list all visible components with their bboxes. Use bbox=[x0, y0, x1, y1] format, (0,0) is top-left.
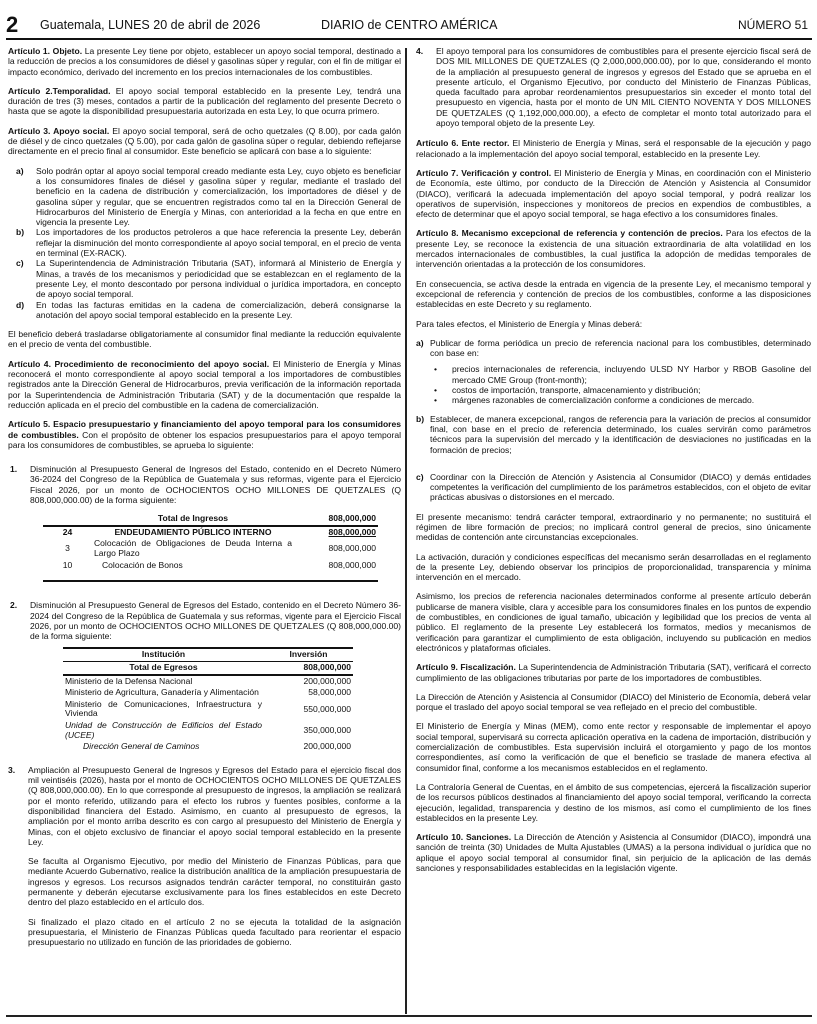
bullet-item: • costos de importación, transporte, almacenamiento y distribución; bbox=[416, 385, 811, 395]
list-item: b) Los importadores de los productos petroleros a que hace referencia la presente Ley, deberán reflejar la disminución del monto correspondiente al apoyo social temporal, en el precio de venta en terminal (EX-RACK). bbox=[16, 227, 401, 259]
article-title: Artículo 5. Espacio presupuestario y financiamiento del apoyo temporal para los consumidores de combustibles. bbox=[8, 419, 401, 440]
article-6: Artículo 6. Ente rector. El Ministerio de Energía y Minas, será el responsable de la ejecución y pago relacionado a la implementación del apoyo social temporal, establecido en la presente Ley. bbox=[416, 138, 811, 159]
article-8-paragraph: Para tales efectos, el Ministerio de Energía y Minas deberá: bbox=[416, 318, 643, 329]
bottom-rule bbox=[6, 1015, 812, 1017]
article-3-closing: El beneficio deberá trasladarse obligatoriamente al consumidor final mediante la reducción equivalente en el precio de venta del combustible. bbox=[8, 329, 401, 350]
article-2: Artículo 2.Temporalidad. El apoyo social temporal establecido en la presente Ley, tendrá una duración de tres (3) meses, contados a partir de la publicación del reglamento del presente Decreto o hasta que se agote la disponibilidad presupuestaria autorizada en esta Ley, lo que ocurra primero. bbox=[8, 85, 401, 117]
issue-number: NÚMERO 51 bbox=[737, 18, 808, 32]
table-row: Ministerio de la Defensa Nacional 200,000,000 bbox=[65, 675, 351, 686]
table-total-row: Total de Egresos 808,000,000 bbox=[63, 662, 353, 675]
article-title: Artículo 1. Objeto. bbox=[8, 46, 83, 56]
article-title: Artículo 9. Fiscalización. bbox=[416, 662, 516, 673]
table-row: 24 ENDEUDAMIENTO PÚBLICO INTERNO 808,000,000 bbox=[62, 526, 376, 537]
table-row: 3 Colocación de Obligaciones de Deuda Interna a Largo Plazo 808,000,000 bbox=[65, 538, 376, 559]
numbered-item-4: 4. El apoyo temporal para los consumidores de combustibles para el presente ejercicio fiscal será de DOS MIL MILLONES DE QUETZALES (Q 2,000,000,000.00), por lo que, considerando el monto de la ampliación al presupuesto general de ingresos y egresos del Estado que se aprueba en el presente artículo, el Organismo Ejecutivo, por conducto del Ministerio de Finanzas Públicas, queda facultado para aprobar reordenamientos presupuestarios sin exceder el monto total del presupuesto en vigencia, hasta por el monto de UN MIL CIENTO NOVENTA Y DOS MILLONES DE QUETZALES (Q 1,192,000,000.00), a efecto de completar el monto total autorizado para el apoyo temporal objeto de la presente Ley. bbox=[416, 46, 811, 129]
column-divider bbox=[405, 48, 407, 1014]
item-3-paragraph: Si finalizado el plazo citado en el artículo 2 no se ejecuta la totalidad de la asignación presupuestaria, el Ministerio de Finanzas Públicas queda facultado para reorientar el espacio presupuestario no utilizado en función de las prioridades de gobierno. bbox=[28, 916, 401, 948]
article-1: Artículo 1. Objeto. La presente Ley tiene por objeto, establecer un apoyo social temporal, destinado a la reducción de precios a los consumidores de diésel y gasolinas súper y regular, con el fin de mitigar el impacto económico, derivado del incremento en los precios internacionales de los combustibles. bbox=[8, 46, 401, 77]
article-8-paragraph: El presente mecanismo: tendrá carácter temporal, extraordinario y no permanente; no sustituirá el régimen de libre formación de precios; no implicará control general de precios, sino únicamente medidas de contención ante circunstancias excepcionales. bbox=[416, 511, 811, 543]
numbered-item-2: 2. Disminución al Presupuesto General de Egresos del Estado, contenido en el Decreto Número 36-2024 del Congreso de la República de Guatemala y sus reformas, vigente para el Ejercicio Fiscal 2026, por un monto de OCHOCIENTOS OCHO MILLONES DE QUETZALES (Q 808,000,000.00) de la forma siguiente: bbox=[10, 600, 401, 642]
table-row: 10 Colocación de Bonos 808,000,000 bbox=[62, 559, 376, 570]
article-9-paragraph: La Dirección de Atención y Asistencia al Consumidor (DIACO) del Ministerio de Economía, deberá velar porque el traslado del apoyo social temporal se vea reflejado en el precio del combustible. bbox=[416, 691, 811, 713]
bullet-item: • márgenes razonables de comercialización conforme a condiciones de mercado. bbox=[416, 395, 811, 405]
article-9-paragraph: La Contraloría General de Cuentas, en el ámbito de sus competencias, ejercerá la fiscalización superior de los recursos públicos destinados al financiamiento del apoyo social temporal, verificando la correcta ejecución, legalidad, transparencia y destino de los mismos, así como el cumplimiento de los fines establecidos en la presente Ley. bbox=[416, 781, 811, 823]
article-8-paragraph: Asimismo, los precios de referencia nacionales determinados conforme al presente artículo deberán publicarse de manera visible, clara y accesible para los consumidores finales en los puntos de expendio de combustibles, en condiciones de igual tamaño, ubicación y legibilidad que los precios de venta al público. El reglamento de la presente Ley establecerá los formatos, medios y mecanismos de verificación para garantizar el cumplimiento de esta obligación, incluyendo su publicación en medios electrónicos y plataformas oficiales. bbox=[416, 591, 811, 653]
bullet-item: • precios internacionales de referencia, incluyendo ULSD NY Harbor y RBOB Gasoline del mercado CME Group (front-month); bbox=[416, 364, 811, 385]
page-header bbox=[6, 14, 812, 40]
article-8-item-b: b) Establecer, de manera excepcional, rangos de referencia para la variación de precios al consumidor final, con base en el precio de referencia determinado, los cuales servirán como parámetros técnicos para la supervisión del mercado y la identificación de desviaciones no justificadas en la formación de precios; bbox=[416, 413, 811, 455]
table-row: Ministerio de Comunicaciones, Infraestructura y Vivienda 550,000,000 bbox=[65, 698, 351, 719]
publication-name: DIARIO de CENTRO AMÉRICA bbox=[321, 18, 498, 32]
article-title: Artículo 8. Mecanismo excepcional de referencia y contención de precios. bbox=[416, 228, 723, 239]
article-8: Artículo 8. Mecanismo excepcional de referencia y contención de precios. Para los efectos de la presente Ley, se reconoce la existencia de una situación extraordinaria de alta volatilidad en los mercados internacionales de combustibles, la cual justifica la adopción de medidas temporales de intervención orientadas a la protección de los consumidores. bbox=[416, 228, 811, 270]
list-item: a) Solo podrán optar al apoyo social temporal creado mediante esta Ley, cuyo objeto es beneficiar a los consumidores finales de diésel y gasolina súper y regular, mediante el traslado del beneficio en la cadena de distribución y comercialización, los importadores de diésel y de gasolina súper y regular, que se encuentren registrados como tal en la Dirección General de Hidrocarburos del Ministerio de Energía y Minas, con anterioridad a la fecha en que entre en vigencia la presente Ley. bbox=[16, 165, 401, 228]
article-8-paragraph: La activación, duración y condiciones específicas del mecanismo serán desarrolladas en el reglamento de la presente Ley, debiendo observar los principios de proporcionalidad, transparencia y mínima intervención en el mercado. bbox=[416, 551, 811, 583]
article-title: Artículo 3. Apoyo social. bbox=[8, 125, 110, 136]
left-column bbox=[8, 46, 401, 957]
list-item: c) La Superintendencia de Administración Tributaria (SAT), informará al Ministerio de Energía y Minas, a través de los mecanismos y periodicidad que se establezcan en el reglamento de la presente Ley, el monto descontado por persona individual o jurídica importadora, en concepto de apoyo social temporal. bbox=[16, 258, 401, 300]
table-header-row: Total de Ingresos 808,000,000 bbox=[43, 513, 378, 526]
article-4: Artículo 4. Procedimiento de reconocimiento del apoyo social. El Ministerio de Energía y Minas reconocerá el monto correspondiente al apoyo social temporal a los importadores de combustibles registrados ante la Dirección General de Hidrocarburos, previa verificación de la información reportada por la Superintendencia de Administración Tributaria (SAT) y de la documentación que respalde la reducción aplicada en el precio del combustible en la cadena de comercialización. bbox=[8, 358, 402, 410]
article-9-paragraph: El Ministerio de Energía y Minas (MEM), como ente rector y responsable de implementar el apoyo social temporal, supervisará su correcta aplicación operativa en la cadena de importación, distribución y comercialización de combustibles. Esta supervisión incluirá el otorgamiento y pago de los montos correspondientes, así como la verificación de que el beneficio se traslade de manera efectiva al consumidor final, conforme a los mecanismos establecidos en el reglamento. bbox=[416, 721, 811, 773]
article-5: Artículo 5. Espacio presupuestario y financiamiento del apoyo temporal para los consumidores de combustibles. Con el propósito de obtener los espacios presupuestarios para el apoyo temporal para los consumidores de combustibles, se aprueba lo siguiente: bbox=[8, 419, 401, 450]
article-7: Artículo 7. Verificación y control. El Ministerio de Energía y Minas, en coordinación con el Ministerio de Economía, este último, por conducto de la Dirección de Atención y Asistencia al Consumidor (DIACO), verificará la adecuada implementación del apoyo social temporal, y podrá realizar los operativos de supervisión, inspecciones y monitoreos de precios en expendios de combustibles, a efecto de determinar que el apoyo social temporal, se haga efectivo a los consumidores finales. bbox=[416, 167, 811, 220]
income-table bbox=[43, 513, 378, 582]
table-row: Ministerio de Agricultura, Ganadería y Alimentación 58,000,000 bbox=[65, 687, 351, 698]
reference-price-bullets bbox=[416, 364, 811, 405]
list-item: d) En todas las facturas emitidas en la cadena de comercialización, deberá consignarse la anotación del apoyo social temporal establecido en la presente Ley. bbox=[16, 299, 401, 320]
table-header-row: Institución Inversión bbox=[63, 648, 353, 661]
article-3-list bbox=[8, 166, 401, 320]
expense-table bbox=[63, 647, 353, 752]
article-8-item-a: a) Publicar de forma periódica un precio de referencia nacional para los combustibles, determinado con base en: bbox=[416, 337, 811, 359]
table-row: Dirección General de Caminos 200,000,000 bbox=[83, 741, 351, 752]
article-9: Artículo 9. Fiscalización. La Superintendencia de Administración Tributaria (SAT), verificará el correcto cumplimiento de las obligaciones tributarias por parte de los importadores de combustibles. bbox=[416, 662, 811, 683]
article-title: Artículo 6. Ente rector. bbox=[416, 138, 510, 149]
article-title: Artículo 2.Temporalidad. bbox=[8, 85, 111, 96]
item-3-paragraph: Se faculta al Organismo Ejecutivo, por medio del Ministerio de Finanzas Públicas, para que mediante Acuerdo Gubernativo, realice la distribución analítica de la ampliación presupuestaria de ingresos y egresos. Los recursos asignados tendrán carácter temporal, no constituirán gasto permanente y deberán ejecutarse exclusivamente para los fines establecidos en este Decreto dentro del plazo establecido en el artículo dos. bbox=[28, 856, 401, 908]
right-column bbox=[416, 46, 811, 882]
article-10: Artículo 10. Sanciones. La Dirección de Atención y Asistencia al Consumidor (DIACO), impondrá una sanción de treinta (30) Unidades de Multa Ajustables (UMAS) a la persona individual o jurídica que no aplique el apoyo social temporal al consumidor final, sin perjuicio de la aplicación de las demás sanciones y responsabilidades establecidas en la legislación vigente. bbox=[416, 832, 811, 873]
article-title: Artículo 7. Verificación y control. bbox=[416, 167, 552, 178]
article-8-item-c: c) Coordinar con la Dirección de Atención y Asistencia al Consumidor (DIACO) y demás entidades competentes la verificación del cumplimiento de los parámetros establecidos, con el objeto de evitar prácticas abusivas o distorsiones en el mercado. bbox=[416, 471, 811, 503]
publication-date: Guatemala, LUNES 20 de abril de 2026 bbox=[40, 18, 261, 32]
article-title: Artículo 10. Sanciones. bbox=[416, 832, 512, 843]
table-row: Unidad de Construcción de Edificios del Estado (UCEE) 350,000,000 bbox=[65, 720, 351, 740]
article-3: Artículo 3. Apoyo social. El apoyo social temporal, será de ocho quetzales (Q 8.00), por cada galón de diésel y de cinco quetzales (Q 5.00), por cada galón de gasolina súper o regular, debiendo reflejarse directamente en el precio final al consumidor. Este beneficio se aplicará con base a lo siguiente: bbox=[8, 125, 401, 157]
page-number: 2 bbox=[6, 12, 19, 37]
numbered-item-1: 1. Disminución al Presupuesto General de Ingresos del Estado, contenido en el Decreto Número 36-2024 del Congreso de la República de Guatemala y sus reformas, vigente para el Ejercicio Fiscal 2026, por un monto de OCHOCIENTOS OCHO MILLONES DE QUETZALES (Q 808,000,000.00) de la forma siguiente: bbox=[10, 464, 401, 505]
article-8-paragraph: En consecuencia, se activa desde la entrada en vigencia de la presente Ley, el mecanismo temporal y excepcional de referencia y contención de precios de los combustibles, conforme a las disposiciones establecidas en este Decreto y su reglamento. bbox=[416, 278, 811, 310]
numbered-item-3: 3. Ampliación al Presupuesto General de Ingresos y Egresos del Estado para el ejercicio fiscal dos mil veintiséis (2026), hasta por el monto de OCHOCIENTOS OCHO MILLONES DE QUETZALES (Q 808,000,000.00). En lo que corresponde al presupuesto de ingresos, la ampliación se realizará por el monto referido, utilizando para el efecto los rubros y fuentes posibles, conforme a la disponibilidad financiera del Estado. Asimismo, en cuanto al presupuesto de egresos, la ampliación por el monto arriba descrito es con cargo al presupuesto del Ministerio de Energía y Minas, con el objeto exclusivo de financiar el apoyo social temporal establecido en la presente Ley. bbox=[8, 764, 401, 847]
article-title: Artículo 4. Procedimiento de reconocimiento del apoyo social. bbox=[8, 358, 270, 369]
